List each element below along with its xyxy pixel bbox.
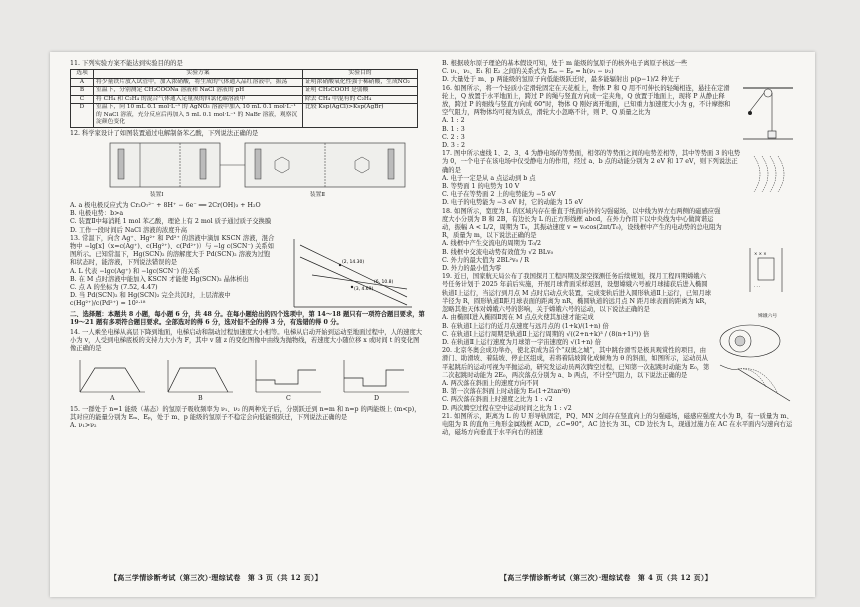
question-14-stem: 14. 一人乘坐电梯从高层下降到地面，电梯启动和制动过程加速度大小相等。电梯从启动开始到运动至地面过程中，人的速度大小为 v，人受到电梯底板的支持力大小为 F，其中 v 随 z 的变化图像中由线为抛物线，若速度大小随位移 x 或时间 t 的变化图像正确的是 [70,328,423,353]
question-18-option-b: B. 线框中交流电动势有效值为 √2 BLv₀ [442,248,554,256]
table-cell: 室温下，向 10 mL 0.1 mol·L⁻¹ 的 AgNO₃ 溶液中加入 10 mL 0.1 mol·L⁻¹ 的 NaCl 溶液，充分反应后再加入 5 mL 0.1 mol·L⁻¹ 的 NaBr 溶液，观察沉淀颜色变化 [94,104,303,128]
question-15-option-a: A. ν₁>ν₂ [70,421,97,429]
question-17-option-a: A. 电子一定是从 a 点运动到 b 点 [442,174,536,182]
question-20-option-a: A. 两次落在斜面上的速度方向不同 [442,379,539,387]
right-column [442,60,797,437]
question-18-block [442,207,797,289]
section-2-heading: 二、选择题：本题共 8 小题，每小题 6 分，共 48 分。在每小题给出的四个选项中，第 14～18 题只有一项符合题目要求，第 19～21 题有多项符合题目要求。全部选对的得 6 分，选对但不全的得 3 分，有选错的得 0 分。 [70,310,425,326]
question-20-option-d: D. 两次腾空过程在空中运动时间之比为 1 : √2 [442,404,572,412]
table-header-scheme: 实验方案 [94,70,303,79]
orbit-label: 嫦娥六号 [758,314,778,320]
table-row [71,87,418,96]
table-cell: A [71,78,94,87]
question-13-option-a: A. L 代表 −lgc(Ag⁺) 和 −lgc(SCN⁻) 的关系 [70,267,200,275]
ski-slope-figure [718,361,796,405]
left-column [70,60,425,430]
question-19-stem: 19. 近日，国家航天局公布了我国探月工程四期及深空探测任务后续规划，探月工程四期嫦娥六号任务计划于 2025 年前后实施，开展月球背面采样返回，设想嫦娥六号被月球捕获后进入椭圆轨道Ⅰ上运行，当运行到月点 M 点时启动点火装置，完成变轨后进入圆形轨道Ⅱ上运行，已知月球半径为 R，圆形轨道Ⅱ距月球表面的距离为 nR，椭圆轨道的远月点 N 距月球表面的距离为 kR，忽略其他天体对嫦娥六号的影响，关于嫦娥六号的运动，以下说法正确的是 [442,273,712,314]
table-cell: C [71,95,94,104]
table-cell: 室温下，分别测定 CH₃COONa 溶液和 NaCl 溶液的 pH [94,87,303,96]
question-13-stem: 13. 常温下，向含 Ag⁺、Hg²⁺ 和 Pd²⁺ 的溶液中滴加 KSCN 溶液，混合物中 −lg[x]（x=c(Ag⁺)、c(Hg²⁺)、c(Pd²⁺)）与 −lg c(SCN⁻) 关系如图所示。已知常温下，Hg(SCN)₂ 的溶解度大于 Pd(SCN)₂ 溶液为过饱和状态时，能溶液，下列说法错误的是 [70,234,275,267]
question-12-stem: 12. 科学家设计了如图装置通过电解制备苯乙酸，下列说法正确的是 [70,129,259,137]
question-17-option-d: D. 电子的电势能为 −3 eV 时，它的动能为 15 eV [442,199,583,207]
velocity-graphs [70,356,420,396]
graph-c [256,360,321,392]
question-16-option-a: A. 1 : 2 [442,117,465,125]
graph-d [344,360,409,392]
table-header-option: 选项 [71,70,94,79]
table-cell: D [71,104,94,128]
question-18-option-a: A. 线框中产生交流电的周期为 T₀/2 [442,240,541,248]
exam-sheet [50,52,815,597]
table-cell: 证明 CH₃COOH 是弱酸 [303,87,418,96]
question-11-stem: 11. 下列实验方案不能达到实验目的的是 [70,60,183,67]
question-19-option-c: C. 在轨道Ⅰ上运行周期是轨道Ⅱ上运行周期的 √((2+n+k)³ / (8(n+1)³)) 倍 [442,330,650,338]
electrolysis-figure [70,139,425,201]
question-15-option-d: D. 大量处于 m、p 两能级的氢原子向低能级跃迁时，最多能辐射出 p(p−1)/2 种光子 [442,76,680,84]
question-15-option-b: B. 根据玻尔原子理论的基本假设可知，处于 m 能级的氢原子的核外电子离原子核远一些 [442,60,688,67]
question-16-option-d: D. 3 : 2 [442,142,465,150]
question-17-option-b: B. 等势面 1 的电势为 10 V [442,183,520,191]
table-cell: 除去 CH₄ 中混有的 C₂H₄ [303,95,418,104]
pulley-figure [738,85,796,145]
graph-a [80,360,145,392]
question-14-graphs [70,356,425,404]
question-12-option-b: B. 电极电势：b>a [70,210,124,218]
question-20-option-c: C. 两次落在斜面上时速度之比为 1 : √2 [442,396,553,404]
question-16-stem: 16. 如图所示，将一个轻质小定滑轮固定在天花板上，物体 P 和 Q 用不可伸长的轻绳相连，悬挂在定滑轮上，Q 放置于水平地面上，跨过 P 的绳与竖直方向成一定夹角，Q 放置于地面上，现将 P 从静止释放，跨过 P 的细线与竖直方向成 60°时，物体 Q 刚好离开地面，已知重力加速度大小为 g，不计摩擦和空气阻力，两物体均可视为质点，滑轮大小忽略不计，则 P、Q 质量之比为 [442,84,731,117]
device-2-label: 装置Ⅱ [310,191,325,198]
graph-label-c: C [286,394,291,402]
question-18-stem: 18. 如图所示，宽度为 L 的区域内存在垂直于纸面向外的匀强磁场，以中线为界左右两侧的磁感应强度大小分别为 B 和 2B，有边长为 L 的正方形线框 abcd，在外力作用下以中央线为中心做简谐运动，振幅 A < L/2，周期为 T₀，其振动速度 v = v₀cos(2πt/T₀)，设线框中产生的电动势的总电阻为 R，质量为 m，以下说法正确的是 [442,207,722,240]
question-13-block [70,235,425,309]
table-cell: 将少量铁片放入试管中，加入浓硝酸，将生成的气体通入品红溶液中，振荡 [94,78,303,87]
table-row [71,104,418,128]
svg-text:· · ·: · · · [754,283,761,289]
question-16-option-c: C. 2 : 3 [442,133,465,141]
question-15-option-c: C. ν₁、ν₂、E₁ 和 E₂ 之间的关系式为 Eₘ − Eₚ = h(ν₁ − ν₂) [442,68,614,76]
table-header-purpose: 实验目的 [303,70,418,79]
graph-label-b: B [198,394,203,402]
table-row [71,95,418,104]
page-footer-left: 【高三学情诊断考试（第三次）·理综试卷 第 3 页（共 12 页）】 [110,573,322,582]
graph-point-2: (3, 4.69) [354,286,374,292]
graph-b [168,360,233,392]
graph-label-d: D [374,394,380,402]
question-17-option-c: C. 电子在等势面 2 上的电势能为 −5 eV [442,191,556,199]
question-19-option-a: A. 由椭圆Ⅰ进入椭圆Ⅱ需在 M 点点火使其加速才能完成 [442,314,594,322]
question-16-option-b: B. 1 : 3 [442,125,465,133]
question-19-option-b: B. 在轨道Ⅰ上运行的近月点速度与远月点的 (1+k)/(1+n) 倍 [442,322,609,330]
electrolysis-diagram [70,139,420,201]
question-13-option-c: C. 点 A 的坐标为 (7.52, 4.47) [70,283,158,291]
table-cell: 比较 Ksp(AgCl)>Ksp(AgBr) [303,104,418,128]
page-footer-right: 【高三学情诊断考试（第三次）·理综试卷 第 4 页（共 12 页）】 [500,573,712,582]
question-20-block [442,347,797,413]
equipotential-figure [748,152,796,196]
experiment-table [70,69,418,128]
device-1-label: 装置Ⅰ [150,191,164,198]
question-20-option-b: B. 第一次落在斜面上时动能为 E₀(1+2tan²θ) [442,388,571,396]
question-17-block [442,150,797,207]
question-19-block [442,273,797,347]
question-18-option-c: C. 外力的最大值为 2BL²v₀ / R [442,256,529,264]
question-17-stem: 17. 图中所示虚线 1、2、3、4 为静电场的等势面，相邻的等势面之间的电势差相等，其中等势面 3 的电势为 0，一个电子在该电场中仅受静电力的作用，经过 a、b 点的动能分别为 2 eV 和 17 eV，则下列说法正确的是 [442,150,741,174]
question-20-stem: 20. 北京冬奥会成功举办，使北京成为首个“双奥之城”，其中跳台滑雪是极具观赏性的项目，由滑门、助滑坡、着陆坡、停止区组成，若将着陆坡简化成倾角为 θ 的斜面，如图所示，运动员从平起跳后的运动可视为平抛运动，研究发运动员两次腾空过程，已知第一次起跳时动能为 E₀，第二次起跳时动能为 2E₀，两次落点分别为 a、b 两点，不计空气阻力，以下说法正确的是 [442,347,710,379]
question-18-option-d: D. 外力的最小值为零 [442,265,502,273]
solubility-graph [282,235,417,317]
question-12-option-a: A. a 极电极反应式为 Cr₂O₇²⁻ + 8H⁺ − 6e⁻ ══ 2Cr(OH)₃ + H₂O [70,201,261,209]
table-cell: 将 CH₄ 和 C₂H₄ 的混合气体通入足量溴的四氯化碳溶液中 [94,95,303,104]
question-12-option-d: D. 工作一段时间后 NaCl 溶液的浓度升高 [70,226,188,234]
table-cell: B [71,87,94,96]
graph-point-3: (6, 10.8) [374,279,394,285]
question-15-stem: 15. 一群处于 n=1 能级（基态）的氢原子吸收频率为 ν₁、ν₂ 的两种光子后，分别跃迁到 n=m 和 n=p 的两能级上 (m<p)，其对应的能量分别为 Eₘ、Eₚ，处于 m、p 能级的氢原子不稳定会向低能级跃迁，下列说法正确的是 [70,405,421,421]
question-13-option-d: D. 当 Pd(SCN)₂ 和 Hg(SCN)₂ 完全共沉时，上层清液中 c(Hg²⁺)/c(Pd²⁺) = 10²·¹⁸ [70,292,231,308]
table-cell: 证明浓硝酸氧化性强于稀硝酸，生成NO₂ [303,78,418,87]
question-16-block [442,85,797,151]
question-21-stem: 21. 如图所示，距离为 L 的 U 形导轨固定，PQ、MN 之间存在竖直向上的匀强磁场，磁感应强度大小为 B，有一质量为 m、电阻为 R 的直角三角形金属线框 ACD，∠C=90°，AC 边长为 3L，CD 边长为 L，现通过施力在 AC 在水平面内匀速向右运动，磁场方向垂直于水平向右的初速 [442,412,793,437]
graph-label-a: A [110,394,115,402]
question-19-option-d: D. 在轨道Ⅱ上运行速度为月球第一宇宙速度的 √(1+n) 倍 [442,338,602,346]
question-13-option-b: B. 在 M 点时溶液中能加入 KSCN 才能使 Hg(SCN)₂ 晶体析出 [70,275,249,283]
question-12-option-c: C. 装置Ⅱ中每消耗 1 mol 苯乙酸，理论上有 2 mol 质子通过质子交换膜 [70,218,272,226]
table-row [71,78,418,87]
svg-text:× × ×: × × × [754,250,767,256]
graph-point-1: (2, 14.30) [342,259,365,265]
